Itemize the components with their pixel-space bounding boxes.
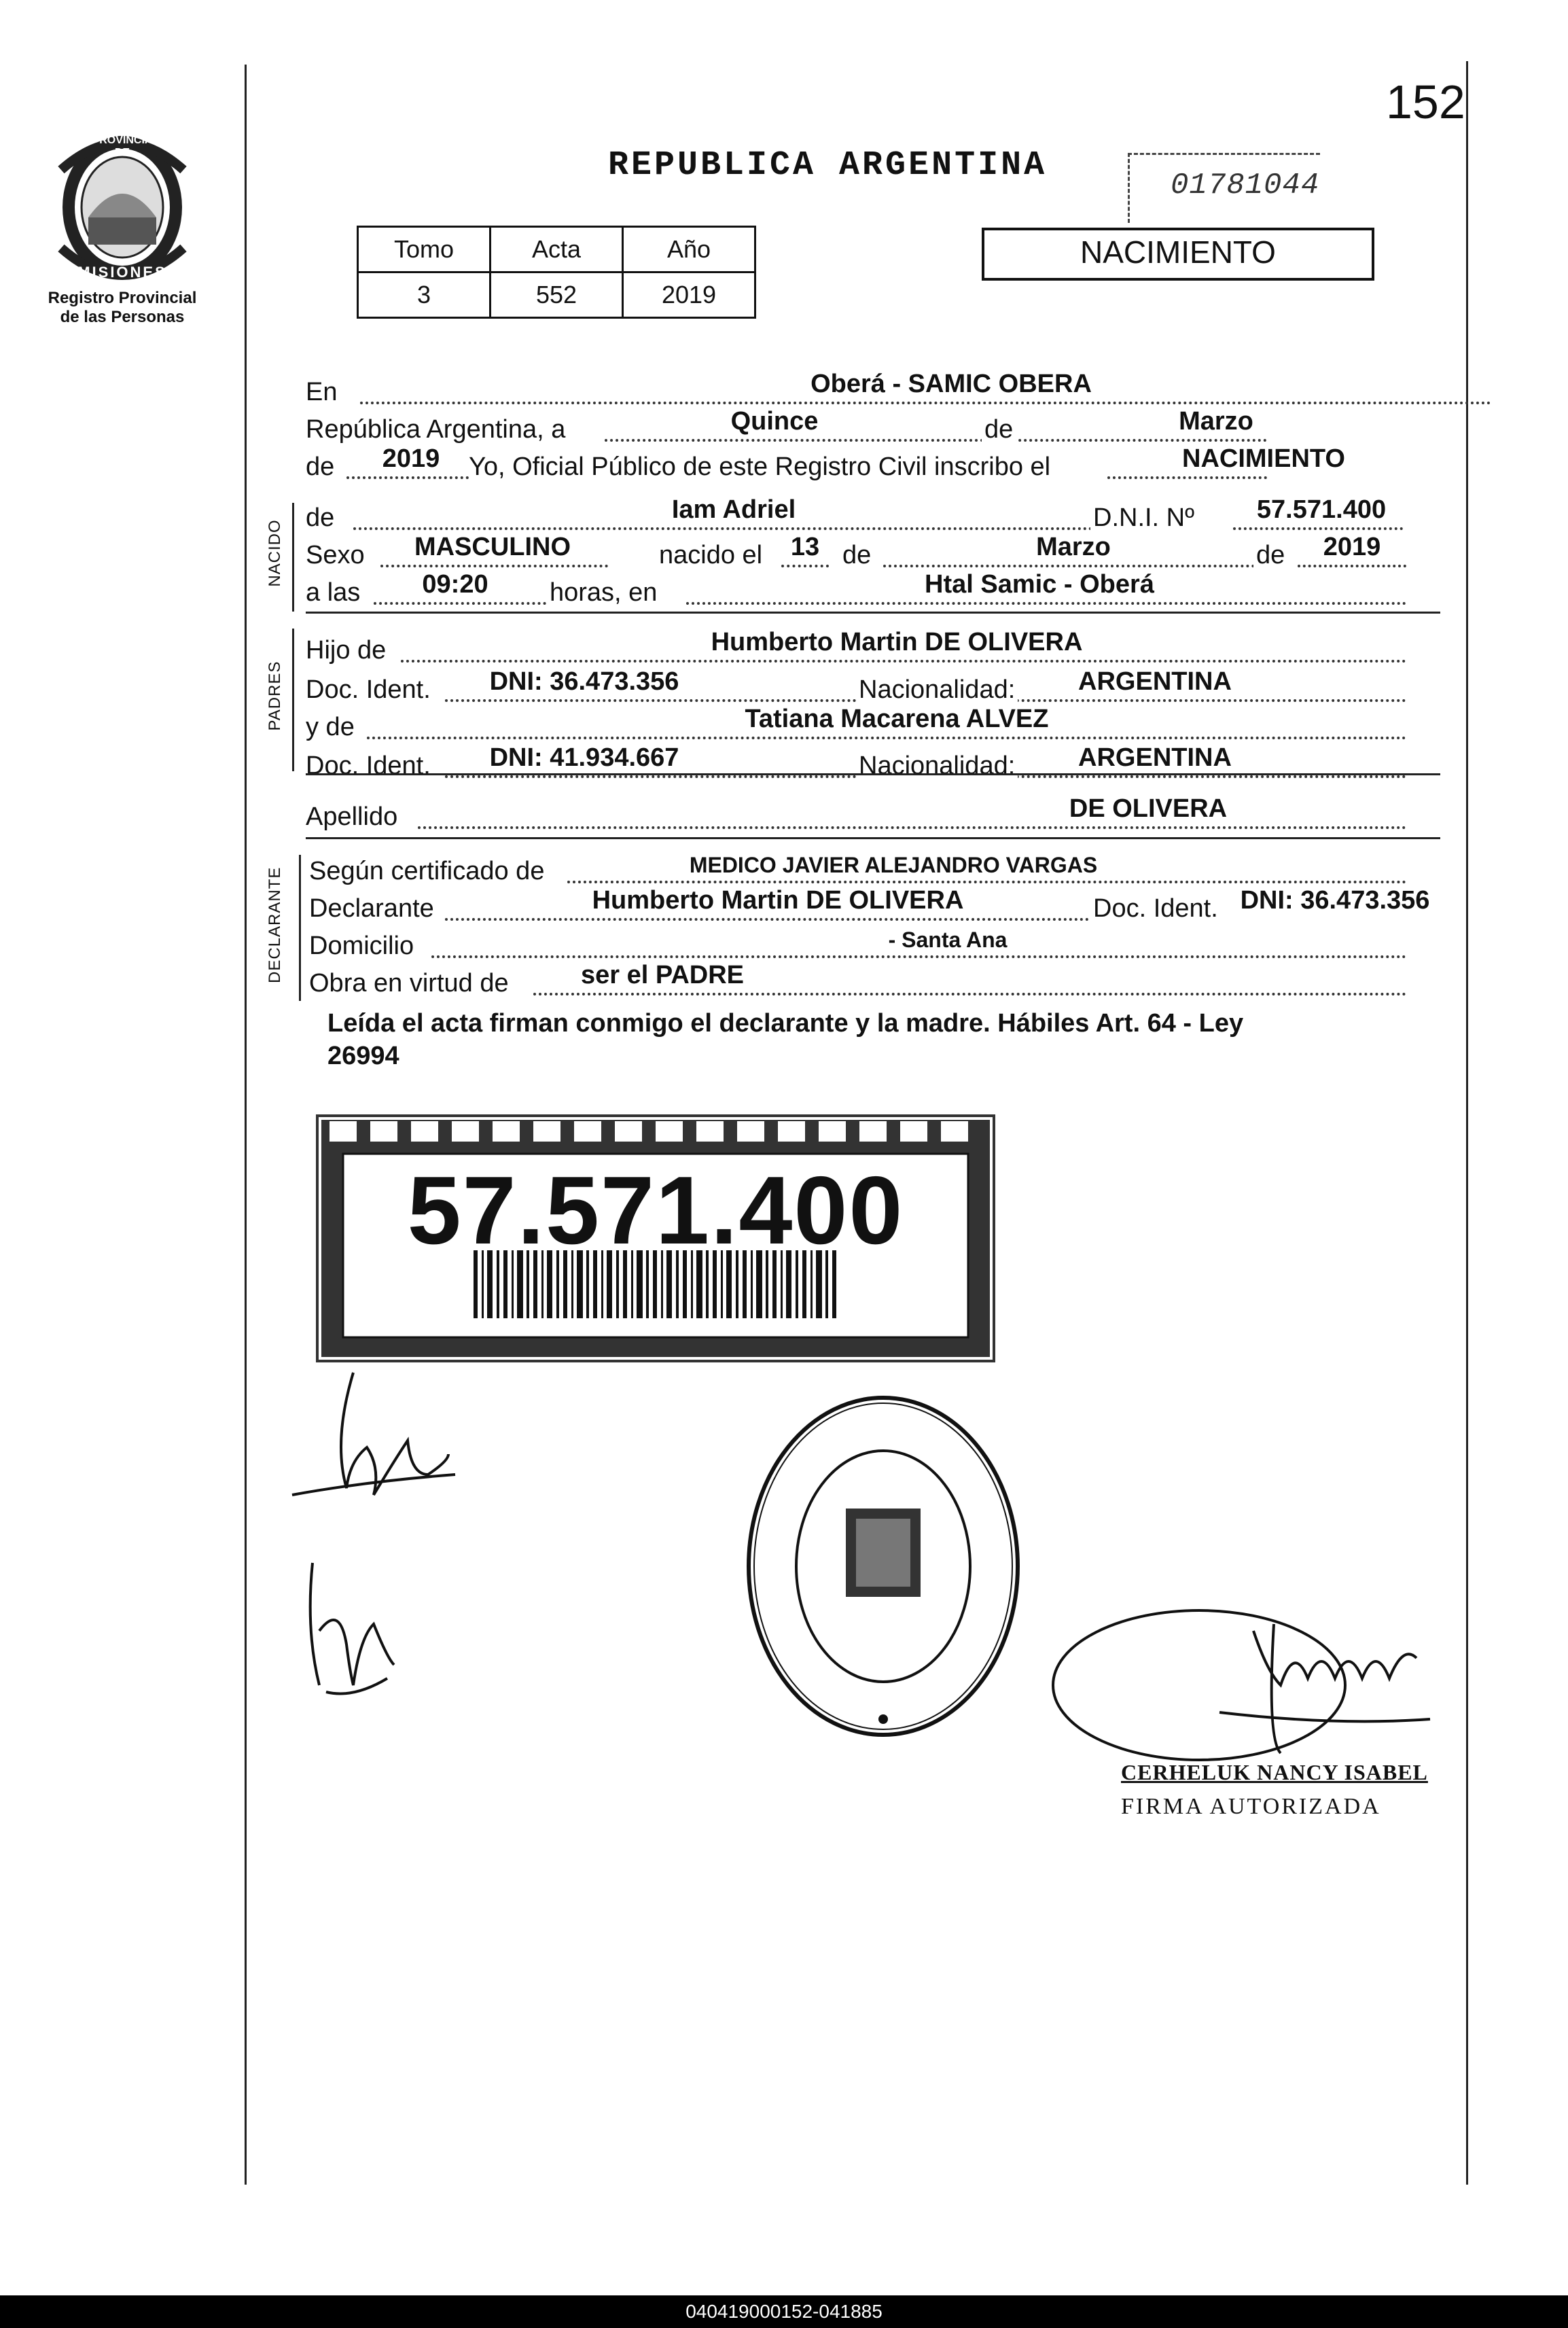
value-dia: 13 [790,533,820,561]
value-dni: 57.571.400 [1256,495,1387,524]
nacido-side-bar [292,503,294,612]
dots [445,918,1165,921]
dots [533,993,1406,995]
value-apellido: DE OLIVERA [1069,794,1228,823]
value-anio: 2019 [1323,533,1381,561]
country-title: REPUBLICA ARGENTINA [608,146,1048,185]
label-de: de [982,415,1016,444]
value-hora: 09:20 [422,570,488,599]
value-madre-doc: DNI: 41.934.667 [489,743,679,772]
label-nacionalidad: Nacionalidad: [856,752,1018,781]
dots [401,660,1406,663]
dni-stamp [316,1114,995,1362]
label-declarante: Declarante [309,894,434,923]
row-madre [306,705,1440,743]
serial-number: 01781044 [1171,169,1320,202]
value-tomo: 3 [358,272,491,318]
mother-signature-icon [285,1549,421,1706]
right-margin-line [1466,61,1468,2185]
row-inscribo [306,445,1440,483]
value-anio: 2019 [623,272,755,318]
registry-label [27,289,217,327]
label-y-de: y de [306,713,355,741]
label-doc-ident: Doc. Ident. [306,752,431,780]
label-de-anio: de [1253,541,1287,570]
declarant-signature-icon [285,1359,462,1529]
value-certificado: MEDICO JAVIER ALEJANDRO VARGAS [689,853,1098,877]
record-type-box: NACIMIENTO [982,228,1374,281]
dots [567,881,1406,883]
value-padre: Humberto Martin DE OLIVERA [711,628,1083,656]
rule-after-apellido [306,837,1440,839]
authorized-name: CERHELUK NANCY ISABEL [1121,1760,1428,1784]
row-declarante [309,887,1440,925]
note-line2: 26994 [327,1042,399,1070]
dots [367,737,1406,739]
row-obra [309,962,1440,1000]
padres-side-bar [292,629,294,771]
row-fecha [306,408,1440,446]
label-obra: Obra en virtud de [309,969,509,998]
row-lugar [306,370,1440,408]
value-domicilio: - Santa Ana [888,928,1008,952]
dots [346,476,469,479]
value-sexo: MASCULINO [414,533,571,561]
label-certificado: Según certificado de [309,857,545,885]
row-padre-doc [306,668,1440,706]
dots [380,565,608,567]
authorized-signature-icon [1050,1590,1444,1767]
declarante-side-bar [299,855,301,1001]
dots [605,439,1267,442]
value-padre-nac: ARGENTINA [1078,667,1232,696]
row-nacido-hora [306,571,1440,609]
value-lugar: Oberá - SAMIC OBERA [810,370,1092,398]
label-nacido-el: nacido el [659,541,763,569]
value-dia: Quince [730,407,819,436]
page-number: 152 [1386,75,1465,128]
dots [1233,527,1403,530]
label-doc-ident: Doc. Ident. [1090,894,1221,923]
label-apellido: Apellido [306,803,398,831]
label-de-anio: de [306,453,335,481]
left-margin-line [245,65,247,2185]
label-en: En [306,378,338,406]
tomo-acta-table [357,226,756,319]
dots [431,955,1406,958]
label-horas-en: horas, en [547,578,660,607]
value-anio: 2019 [382,444,440,473]
header-tomo: Tomo [358,227,491,272]
registry-seal [48,129,197,285]
row-domicilio [309,924,1440,962]
dots [353,527,1114,530]
label-domicilio: Domicilio [309,932,414,960]
rule-after-padres [306,773,1440,775]
authorized-label: FIRMA AUTORIZADA [1121,1794,1381,1819]
dots [374,602,557,605]
dots [1107,476,1267,479]
footer-code: 040419000152-041885 [0,2295,1568,2328]
dots [360,402,1491,404]
row-nacido-sexo [306,533,1440,571]
table-value-row [358,272,755,318]
value-mes: Marzo [1179,407,1253,436]
label-doc-ident: Doc. Ident. [306,675,431,704]
value-declarante-doc: DNI: 36.473.356 [1240,886,1430,915]
dni-stamp-number: 57.571.400 [407,1157,904,1265]
registry-label-line1: Registro Provincial [48,289,197,307]
rule-after-nacido [306,612,1440,614]
label-a-las: a las [306,578,361,607]
value-madre-nac: ARGENTINA [1078,743,1232,772]
note-line1: Leída el acta firman conmigo el declarante y la madre. Hábiles Art. 64 - Ley [327,1009,1244,1038]
label-hijo-de: Hijo de [306,636,387,665]
label-inscribo: Yo, Oficial Público de este Registro Civil inscribo el [469,453,1051,481]
dots [781,565,829,567]
value-declarante: Humberto Martin DE OLIVERA [592,886,964,915]
value-obra: ser el PADRE [580,961,745,989]
row-apellido [306,795,1440,833]
value-acta: 552 [491,272,623,318]
row-padre [306,629,1440,667]
label-nacionalidad: Nacionalidad: [856,675,1018,705]
value-padre-doc: DNI: 36.473.356 [489,667,679,696]
dots [1298,565,1406,567]
header-acta: Acta [491,227,623,272]
header-anio: Año [623,227,755,272]
label-de: de [306,504,335,532]
label-republica: República Argentina, a [306,415,566,444]
side-label-nacido: NACIDO [266,519,284,587]
row-nacido-nombre [306,496,1440,534]
value-nombre: Iam Adriel [671,495,796,524]
table-header-row [358,227,755,272]
registry-label-line2: de las Personas [60,308,185,326]
note-text [327,1007,1442,1072]
label-de-mes: de [842,541,872,569]
value-tipo: NACIMIENTO [1182,444,1345,473]
row-madre-doc [306,744,1440,782]
row-certificado [309,849,1440,887]
delegation-seal-icon [737,1386,1029,1746]
label-sexo: Sexo [306,541,365,569]
serial-box [1128,153,1320,223]
side-label-declarante: DECLARANTE [266,866,284,983]
value-lugar-nac: Htal Samic - Oberá [925,570,1154,599]
seal-text-bottom: MISIONES [77,264,167,281]
dots [686,602,1406,605]
value-mes: Marzo [1036,533,1111,561]
dots [418,826,1406,829]
label-dni: D.N.I. Nº [1090,504,1197,533]
dots [883,565,1260,567]
value-madre: Tatiana Macarena ALVEZ [745,705,1049,733]
seal-text-top: PROVINCIA DE [92,135,153,158]
side-label-padres: PADRES [266,660,284,731]
